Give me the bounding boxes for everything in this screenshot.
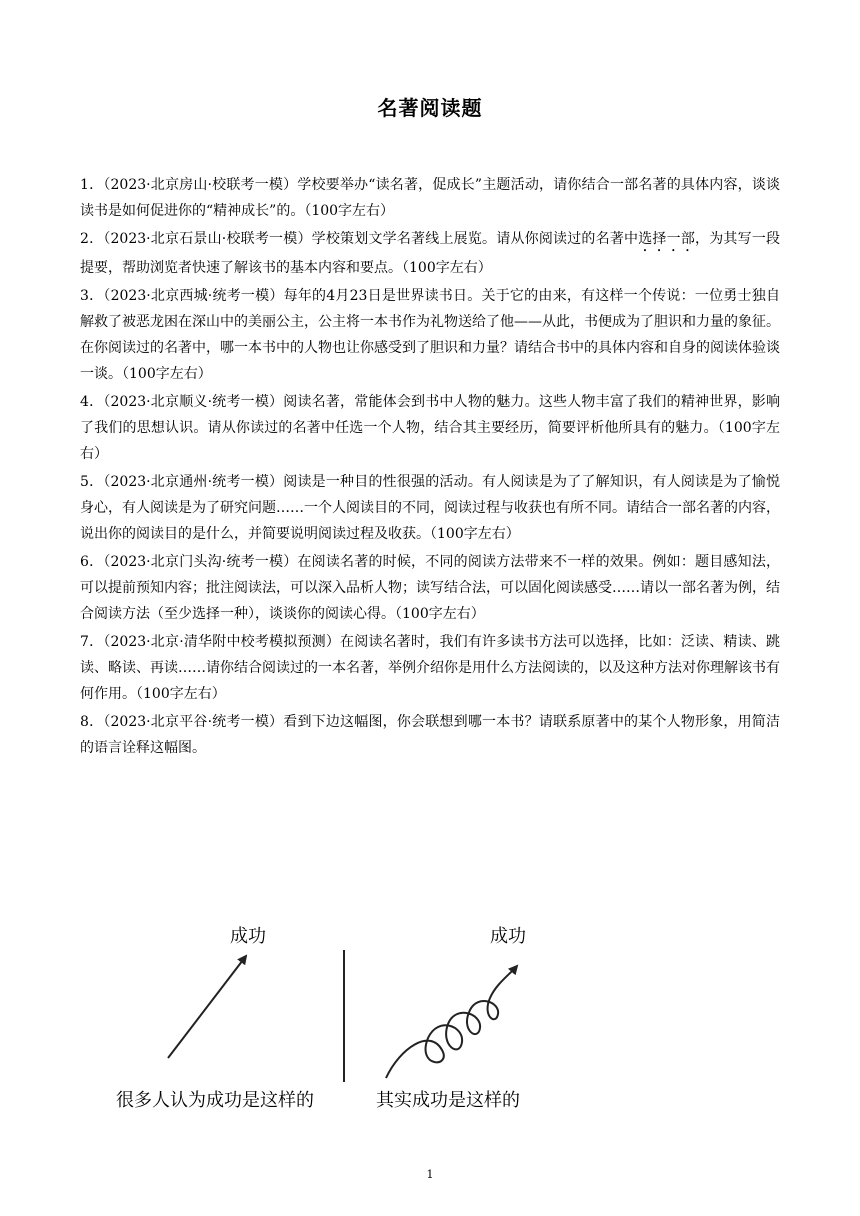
question-text: 每年的4月23日是世界读书日。关于它的由来，有这样一个传说：一位勇士独自解救了被恶龙困在深山中的美丽公主，公主将一本书作为礼物送给了他——从此，书便成为了胆识和力量的象征。在你阅读过的名著中，哪一本书中的人物也让你感受到了胆识和力量？请结合书中的具体内容和自身的阅读体验谈一谈。（100字左右）: [80, 288, 780, 382]
question-text: 在阅读名著时，我们有许多读书方法可以选择，比如：泛读、精读、跳读、略读、再读……请你结合阅读过的一本名著，举例介绍你是用什么方法阅读的，以及这种方法对你理解该书有何作用。（100字左右）: [80, 634, 781, 702]
question-8: 8．（2023·北京平谷·统考一模）看到下边这幅图，你会联想到哪一本书？请联系原著中的某个人物形象，用简洁的语言诠释这幅图。: [80, 714, 781, 756]
emphasized-text: 选择一部: [638, 231, 696, 247]
question-number: 4: [80, 394, 89, 410]
question-source: （2023·北京顺义·统考一模）: [103, 394, 284, 410]
question-number: 7: [80, 634, 89, 650]
question-4: 4．（2023·北京顺义·统考一模）阅读名著，常能体会到书中人物的魅力。这些人物丰富了我们的精神世界，影响了我们的思想认识。请从你读过的名著中任选一个人物，结合其主要经历，简要评析他所具有的魅力。（100字左右）: [80, 394, 781, 462]
right-success-label: 成功: [490, 926, 526, 947]
question-source: （2023·北京西城·统考一模）: [103, 288, 284, 304]
question-text-continued: ，为其写一段提要，帮助浏览者快速了解该书的基本内容和要点。（100字左右）: [80, 231, 781, 276]
question-text: 在阅读名著的时候，不同的阅读方法带来不一样的效果。例如：题目感知法，可以提前预知内容；批注阅读法，可以深入品析人物；读写结合法，可以固化阅读感受……请以一部名著为例，结合阅读方法（至少选择一种），谈谈你的阅读心得。（100字左右）: [80, 554, 781, 622]
question-source: （2023·北京房山·校联考一模）: [103, 177, 298, 193]
left-success-label: 成功: [230, 926, 266, 947]
question-1: 1．（2023·北京房山·校联考一模）学校要举办“读名著，促成长”主题活动，请你结合一部名著的具体内容，谈谈读书是如何促进你的“精神成长”的。（100字左右）: [80, 177, 781, 219]
question-number: 1: [80, 177, 89, 193]
straight-arrow: [168, 956, 246, 1058]
question-7: 7．（2023·北京·清华附中校考模拟预测）在阅读名著时，我们有许多读书方法可以选择，比如：泛读、精读、跳读、略读、再读……请你结合阅读过的一本名著，举例介绍你是用什么方法阅读的，以及这种方法对你理解该书有何作用。（100字左右）: [80, 634, 781, 702]
question-text: 学校要举办“读名著，促成长”主题活动，请你结合一部名著的具体内容，谈谈读书是如何促进你的“精神成长”的。（100字左右）: [80, 177, 781, 219]
question-number: 3: [80, 288, 89, 304]
question-2: 2．（2023·北京石景山·校联考一模）学校策划文学名著线上展览。请从你阅读过的名著中选择一部，为其写一段提要，帮助浏览者快速了解该书的基本内容和要点。（100字左右）: [80, 231, 781, 276]
question-6: 6．（2023·北京门头沟·统考一模）在阅读名著的时候，不同的阅读方法带来不一样的效果。例如：题目感知法，可以提前预知内容；批注阅读法，可以深入品析人物；读写结合法，可以固化阅读感受……请以一部名著为例，结合阅读方法（至少选择一种），谈谈你的阅读心得。（100字左右）: [80, 554, 781, 622]
question-number: 5: [80, 474, 89, 490]
question-source: （2023·北京门头沟·统考一模）: [103, 554, 298, 570]
question-5: 5．（2023·北京通州·统考一模）阅读是一种目的性很强的活动。有人阅读是为了了解知识，有人阅读是为了愉悦身心，有人阅读是为了研究问题……一个人阅读目的不同，阅读过程与收获也有所不同。请结合一部名著的内容，说出你的阅读目的是什么，并简要说明阅读过程及收获。（100字左右）: [80, 474, 781, 542]
page-title: 名著阅读题: [377, 96, 483, 120]
spiral-arrow: [386, 966, 517, 1078]
question-list: [80, 172, 780, 763]
question-number: 6: [80, 554, 89, 570]
left-caption: 很多人认为成功是这样的: [116, 1090, 314, 1111]
question-text: 学校策划文学名著线上展览。请从你阅读过的名著中: [311, 231, 639, 247]
question-number: 8: [80, 714, 89, 730]
question-source: （2023·北京石景山·校联考一模）: [103, 231, 312, 247]
question-text: 看到下边这幅图，你会联想到哪一本书？请联系原著中的某个人物形象，用简洁的语言诠释这幅图。: [80, 714, 781, 756]
question-3: 3．（2023·北京西城·统考一模）每年的4月23日是世界读书日。关于它的由来，有这样一个传说：一位勇士独自解救了被恶龙困在深山中的美丽公主，公主将一本书作为礼物送给了他——从此，书便成为了胆识和力量的象征。在你阅读过的名著中，哪一本书中的人物也让你感受到了胆识和力量？请结合书中的具体内容和自身的阅读体验谈一谈。（100字左右）: [80, 288, 780, 382]
question-text: 阅读是一种目的性很强的活动。有人阅读是为了了解知识，有人阅读是为了愉悦身心，有人阅读是为了研究问题……一个人阅读目的不同，阅读过程与收获也有所不同。请结合一部名著的内容，说出你的阅读目的是什么，并简要说明阅读过程及收获。（100字左右）: [80, 474, 781, 542]
question-source: （2023·北京通州·统考一模）: [103, 474, 284, 490]
question-number: 2: [80, 231, 89, 247]
question-source: （2023·北京平谷·统考一模）: [103, 714, 284, 730]
question-source: （2023·北京·清华附中校考模拟预测）: [103, 634, 341, 650]
question-text: 阅读名著，常能体会到书中人物的魅力。这些人物丰富了我们的精神世界，影响了我们的思想认识。请从你读过的名著中任选一个人物，结合其主要经历，简要评析他所具有的魅力。（100字左右）: [80, 394, 781, 462]
right-caption: 其实成功是这样的: [376, 1090, 520, 1111]
success-illustration: [80, 918, 780, 1118]
page-number: 1: [426, 1168, 434, 1181]
